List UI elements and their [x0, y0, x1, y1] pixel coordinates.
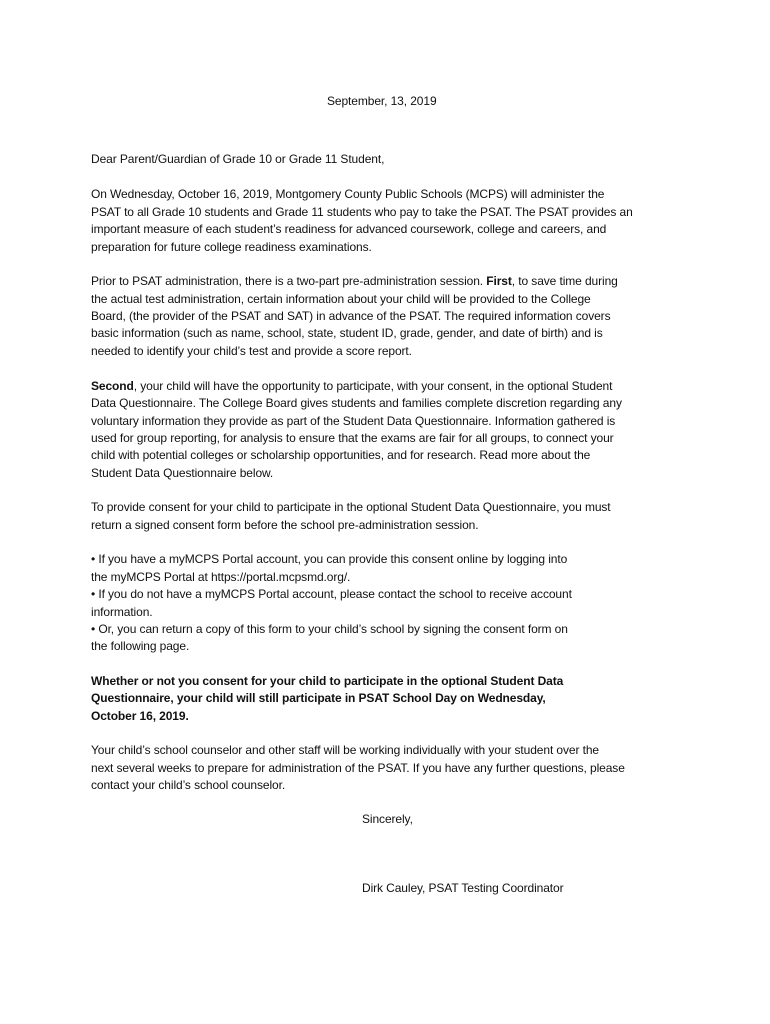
bullet-line: • Or, you can return a copy of this form to your child’s school by signing the consent form on	[91, 622, 568, 636]
paragraph-2-text: Prior to PSAT administration, there is a two-part pre-administration session.	[91, 274, 487, 288]
paragraph-2-line: the actual test administration, certain information about your child will be provided to the College	[91, 292, 591, 306]
salutation: Dear Parent/Guardian of Grade 10 or Grade 11 Student,	[91, 152, 385, 166]
closing: Sincerely,	[362, 812, 413, 826]
paragraph-3-line: Student Data Questionnaire below.	[91, 466, 274, 480]
paragraph-4-line: To provide consent for your child to participate in the optional Student Data Questionnaire, you must	[91, 500, 611, 514]
paragraph-6-line: contact your child’s school counselor.	[91, 778, 286, 792]
paragraph-1-line: important measure of each student’s readiness for advanced coursework, college and careers, and	[91, 222, 607, 236]
bold-notice-line: October 16, 2019.	[91, 709, 189, 723]
paragraph-4-line: return a signed consent form before the school pre-administration session.	[91, 518, 479, 532]
second-emphasis: Second	[91, 379, 134, 393]
bullet-line: the following page.	[91, 639, 190, 653]
paragraph-2-line: Board, (the provider of the PSAT and SAT) in advance of the PSAT. The required information covers	[91, 309, 611, 323]
paragraph-1-line: preparation for future college readiness examinations.	[91, 240, 372, 254]
paragraph-3-line	[91, 378, 612, 395]
first-emphasis: First	[486, 274, 512, 288]
paragraph-3-line: used for group reporting, for analysis to ensure that the exams are fair for all groups, to connect your	[91, 431, 614, 445]
paragraph-6-line: Your child’s school counselor and other staff will be working individually with your student over the	[91, 743, 599, 757]
bold-notice-line: Questionnaire, your child will still participate in PSAT School Day on Wednesday,	[91, 691, 546, 705]
paragraph-2-line	[91, 273, 618, 290]
paragraph-1-line: On Wednesday, October 16, 2019, Montgomery County Public Schools (MCPS) will administer the	[91, 187, 605, 201]
paragraph-2-text: , to save time during	[511, 274, 618, 288]
paragraph-2-line: basic information (such as name, school, state, student ID, grade, gender, and date of birth) and is	[91, 326, 603, 340]
paragraph-3-line: voluntary information they provide as part of the Student Data Questionnaire. Information gathered is	[91, 414, 616, 428]
bold-notice-line: Whether or not you consent for your child to participate in the optional Student Data	[91, 674, 564, 688]
letter-date: September, 13, 2019	[327, 94, 437, 108]
signature: Dirk Cauley, PSAT Testing Coordinator	[362, 881, 564, 895]
portal-link-line: the myMCPS Portal at https://portal.mcpsmd.org/.	[91, 570, 351, 584]
paragraph-1-line: PSAT to all Grade 10 students and Grade 11 students who pay to take the PSAT. The PSAT provides an	[91, 205, 633, 219]
paragraph-2-line: needed to identify your child’s test and provide a score report.	[91, 344, 412, 358]
bullet-line: information.	[91, 605, 153, 619]
bullet-line: • If you have a myMCPS Portal account, you can provide this consent online by logging into	[91, 552, 568, 566]
bullet-line: • If you do not have a myMCPS Portal account, please contact the school to receive account	[91, 587, 572, 601]
paragraph-3-line: child with potential colleges or scholarship opportunities, and for research. Read more about the	[91, 448, 591, 462]
paragraph-3-text: , your child will have the opportunity to participate, with your consent, in the optional Student	[133, 379, 613, 393]
paragraph-6-line: next several weeks to prepare for administration of the PSAT. If you have any further questions, please	[91, 761, 625, 775]
paragraph-3-line: Data Questionnaire. The College Board gives students and families complete discretion regarding any	[91, 396, 622, 410]
